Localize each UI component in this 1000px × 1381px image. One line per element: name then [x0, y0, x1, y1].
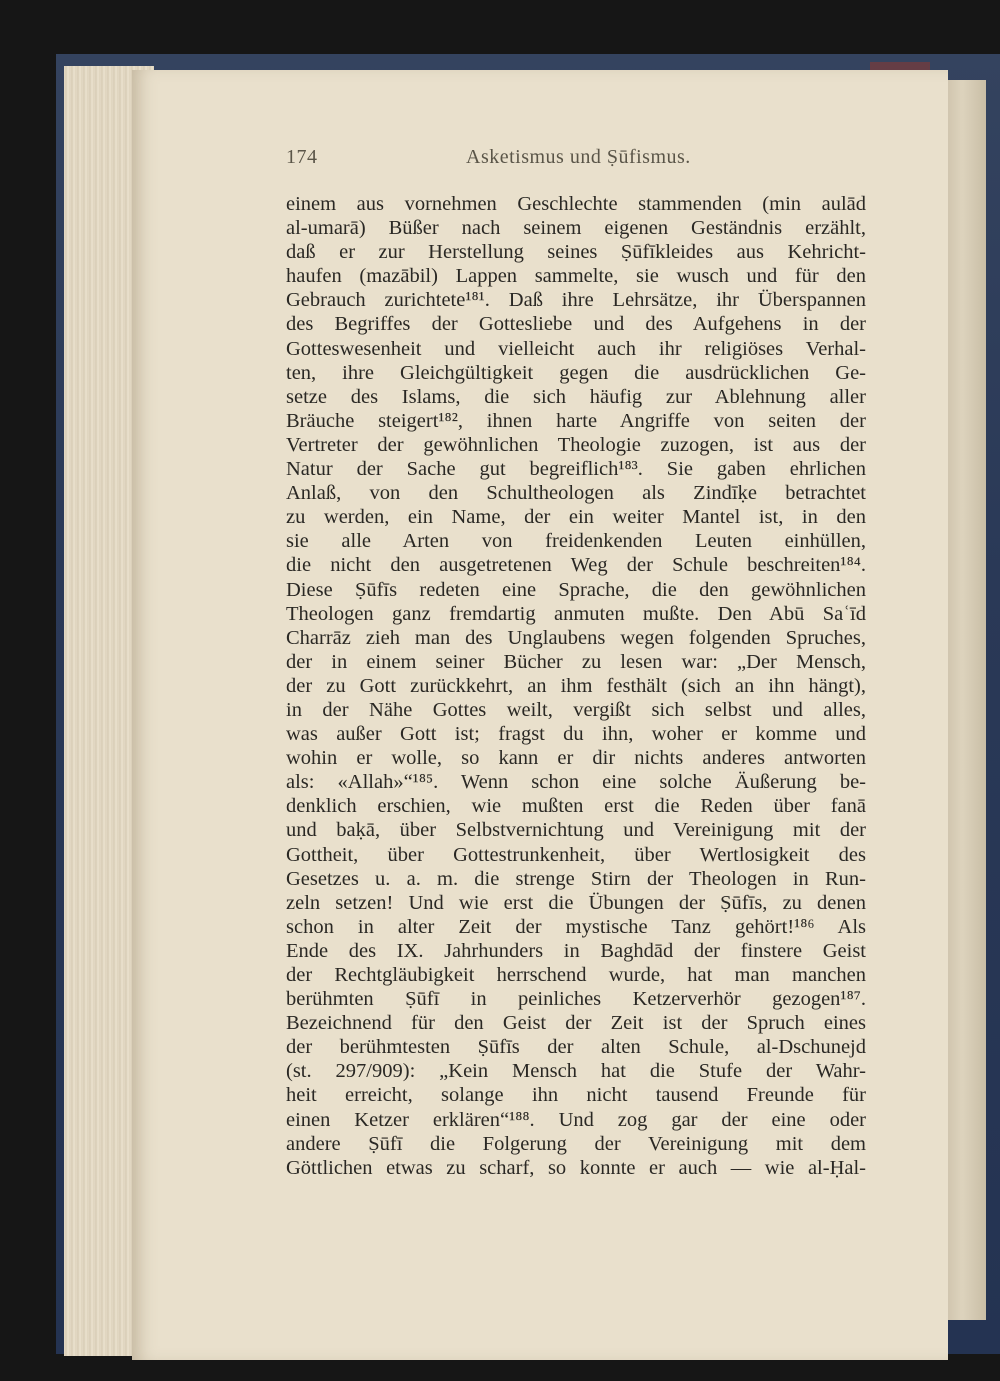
running-head: Asketismus und Ṣūfismus. — [466, 146, 691, 168]
text-line: zu werden, ein Name, der ein weiter Mantel ist, in den — [286, 506, 866, 529]
text-line: der in einem seiner Bücher zu lesen war: „Der Mensch, — [286, 650, 866, 673]
text-line: Bezeichnend für den Geist der Zeit ist der Spruch eines — [286, 1012, 866, 1035]
page-header — [286, 146, 866, 172]
text-line: was außer Gott ist; fragst du ihn, woher er komme und — [286, 723, 866, 746]
text-line: daß er zur Herstellung seines Ṣūfīkleides aus Kehricht- — [286, 241, 866, 264]
text-line: Theologen ganz fremdartig anmuten mußte. Den Abū Saʿīd — [286, 602, 866, 625]
text-line: zeln setzen! Und wie erst die Übungen der Ṣūfīs, zu denen — [286, 891, 866, 914]
text-line: Göttlichen etwas zu scharf, so konnte er auch — wie al-Ḥal- — [286, 1156, 866, 1179]
text-line: Vertreter der gewöhnlichen Theologie zuzogen, ist aus der — [286, 433, 866, 456]
text-line: des Begriffes der Gottesliebe und des Aufgehens in der — [286, 313, 866, 336]
text-line: Anlaß, von den Schultheologen als Zindīḳe betrachtet — [286, 482, 866, 505]
page-number: 174 — [286, 146, 318, 168]
body-text — [286, 192, 866, 1180]
text-line: haufen (mazābil) Lappen sammelte, sie wusch und für den — [286, 265, 866, 288]
text-line: und baḳā, über Selbstvernichtung und Vereinigung mit der — [286, 819, 866, 842]
text-line: sie alle Arten von freidenkenden Leuten einhüllen, — [286, 530, 866, 553]
text-line: Ende des IX. Jahrhunders in Baghdād der finstere Geist — [286, 939, 866, 962]
text-line: setze des Islams, die sich häufig zur Ablehnung aller — [286, 385, 866, 408]
text-line: Charrāz zieh man des Unglaubens wegen folgenden Spruches, — [286, 626, 866, 649]
text-line: denklich erschien, wie mußten erst die Reden über fanā — [286, 795, 866, 818]
text-line: wohin er wolle, so kann er dir nichts anderes antworten — [286, 747, 866, 770]
text-line: heit erreicht, solange ihn nicht tausend Freunde für — [286, 1084, 866, 1107]
next-page-edge — [946, 80, 986, 1320]
text-line: schon in alter Zeit der mystische Tanz gehört!¹⁸⁶ Als — [286, 915, 866, 938]
text-line: als: «Allah»“¹⁸⁵. Wenn schon eine solche Äußerung be- — [286, 771, 866, 794]
text-line: Gottheit, über Gottestrunkenheit, über Wertlosigkeit des — [286, 843, 866, 866]
text-line: der berühmtesten Ṣūfīs der alten Schule, al-Dschunejd — [286, 1036, 866, 1059]
text-line: einem aus vornehmen Geschlechte stammenden (min aulād — [286, 193, 866, 215]
text-line: einen Ketzer erklären“¹⁸⁸. Und zog gar der eine oder — [286, 1108, 866, 1131]
text-line: in der Nähe Gottes weilt, vergißt sich selbst und alles, — [286, 698, 866, 721]
text-line: Gebrauch zurichtete¹⁸¹. Daß ihre Lehrsätze, ihr Überspannen — [286, 289, 866, 312]
text-line: ten, ihre Gleichgültigkeit gegen die ausdrücklichen Ge- — [286, 361, 866, 384]
text-line: Bräuche steigert¹⁸², ihnen harte Angriffe von seiten der — [286, 409, 866, 432]
text-line: (st. 297/909): „Kein Mensch hat die Stufe der Wahr- — [286, 1060, 866, 1083]
text-line: die nicht den ausgetretenen Weg der Schule beschreiten¹⁸⁴. — [286, 554, 866, 577]
text-line: Gesetzes u. a. m. die strenge Stirn der Theologen in Run- — [286, 867, 866, 890]
text-line: der zu Gott zurückkehrt, an ihm festhält (sich an ihn hängt), — [286, 674, 866, 697]
text-line: Gotteswesenheit und vielleicht auch ihr religiöses Verhal- — [286, 337, 866, 360]
text-line: al-umarā) Büßer nach seinem eigenen Geständnis erzählt, — [286, 217, 866, 240]
text-line: andere Ṣūfī die Folgerung der Vereinigung mit dem — [286, 1132, 866, 1155]
text-line: Diese Ṣūfīs redeten eine Sprache, die den gewöhnlichen — [286, 578, 866, 601]
text-line: Natur der Sache gut begreiflich¹⁸³. Sie gaben ehrlichen — [286, 458, 866, 481]
text-line: der Rechtgläubigkeit herrschend wurde, hat man manchen — [286, 964, 866, 986]
text-line: berühmten Ṣūfī in peinliches Ketzerverhör gezogen¹⁸⁷. — [286, 988, 866, 1011]
